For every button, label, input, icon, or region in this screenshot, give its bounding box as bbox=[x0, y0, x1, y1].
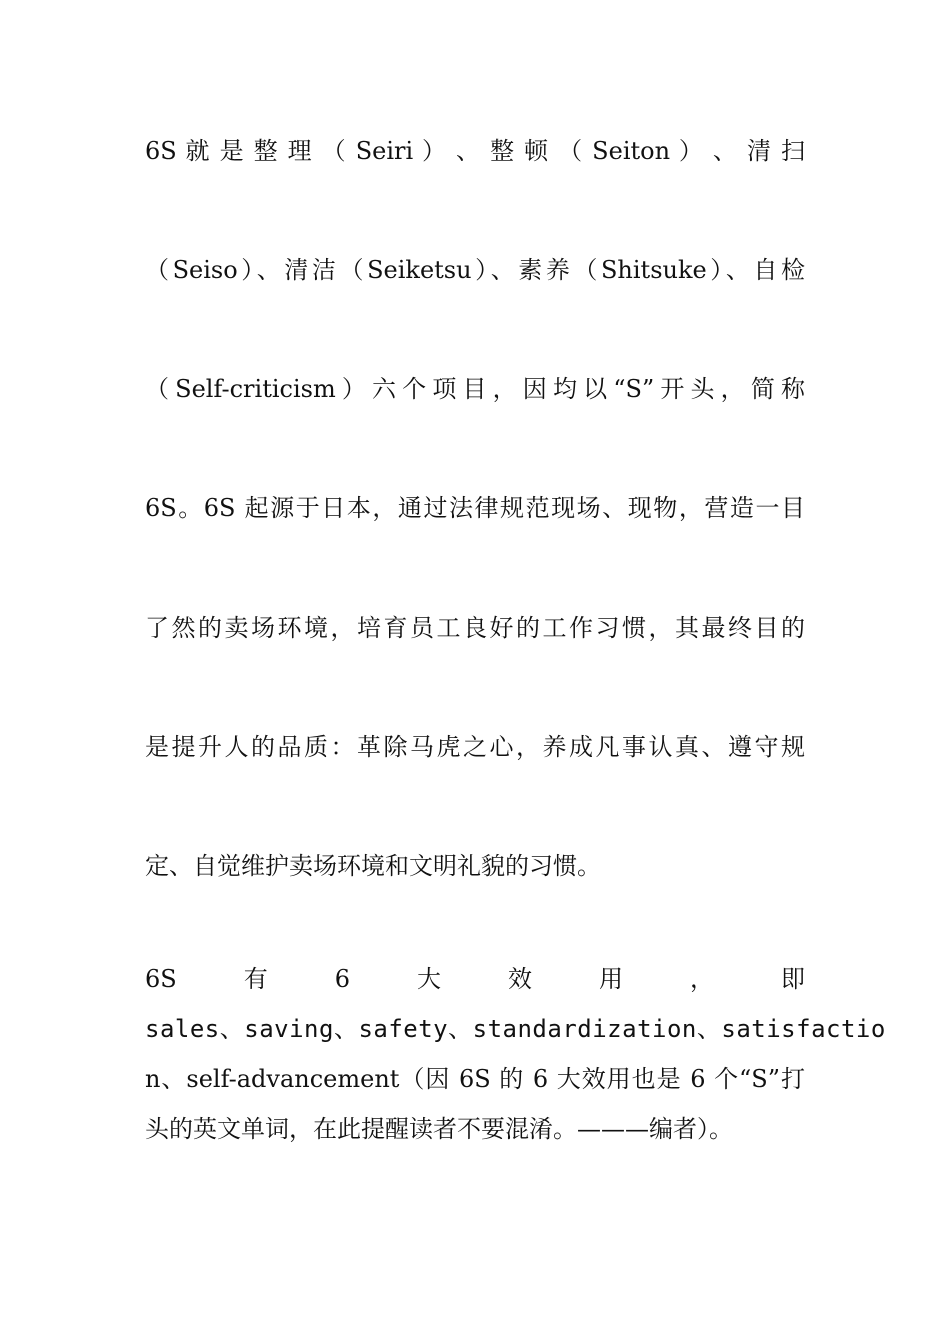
paragraph-1-line-7: 定、自觉维护卖场环境和文明礼貌的习惯。 bbox=[145, 852, 601, 880]
paragraph-2-line-1 bbox=[145, 964, 805, 994]
paragraph-2-line-4: 头的英文单词，在此提醒读者不要混淆。———编者）。 bbox=[145, 1115, 733, 1143]
paragraph-1-line-5: 了然的卖场环境，培育员工良好的工作习惯，其最终目的 bbox=[145, 614, 805, 642]
paragraph-2-line-3: n、self-advancement（因 6S 的 6 大效用也是 6 个“S”打 bbox=[145, 1065, 805, 1093]
paragraph-1-line-3: （Self-criticism）六个项目，因均以“S”开头，简称 bbox=[145, 375, 805, 403]
paragraph-1-line-6: 是提升人的品质：革除马虎之心，养成凡事认真、遵守规 bbox=[145, 733, 805, 761]
word: 即 bbox=[781, 965, 805, 993]
paragraph-2-line-2: sales、saving、safety、standardization、satisfactio bbox=[145, 1015, 886, 1043]
word: 用 bbox=[599, 965, 623, 993]
paragraph-1-line-2: （Seiso）、清洁（Seiketsu）、素养（Shitsuke）、自检 bbox=[145, 256, 805, 284]
paragraph-1-line-4: 6S。6S 起源于日本，通过法律规范现场、现物，营造一目 bbox=[145, 494, 805, 522]
word: 6S bbox=[145, 965, 177, 993]
word: ， bbox=[690, 965, 714, 993]
word: 大 bbox=[417, 965, 441, 993]
paragraph-1-line-1: 6S 就 是 整 理 （ Seiri ） 、 整 顿 （ Seiton ） 、 清 扫 bbox=[145, 137, 805, 165]
word: 6 bbox=[334, 965, 350, 993]
word: 有 bbox=[243, 965, 268, 993]
word: 效 bbox=[508, 965, 532, 993]
